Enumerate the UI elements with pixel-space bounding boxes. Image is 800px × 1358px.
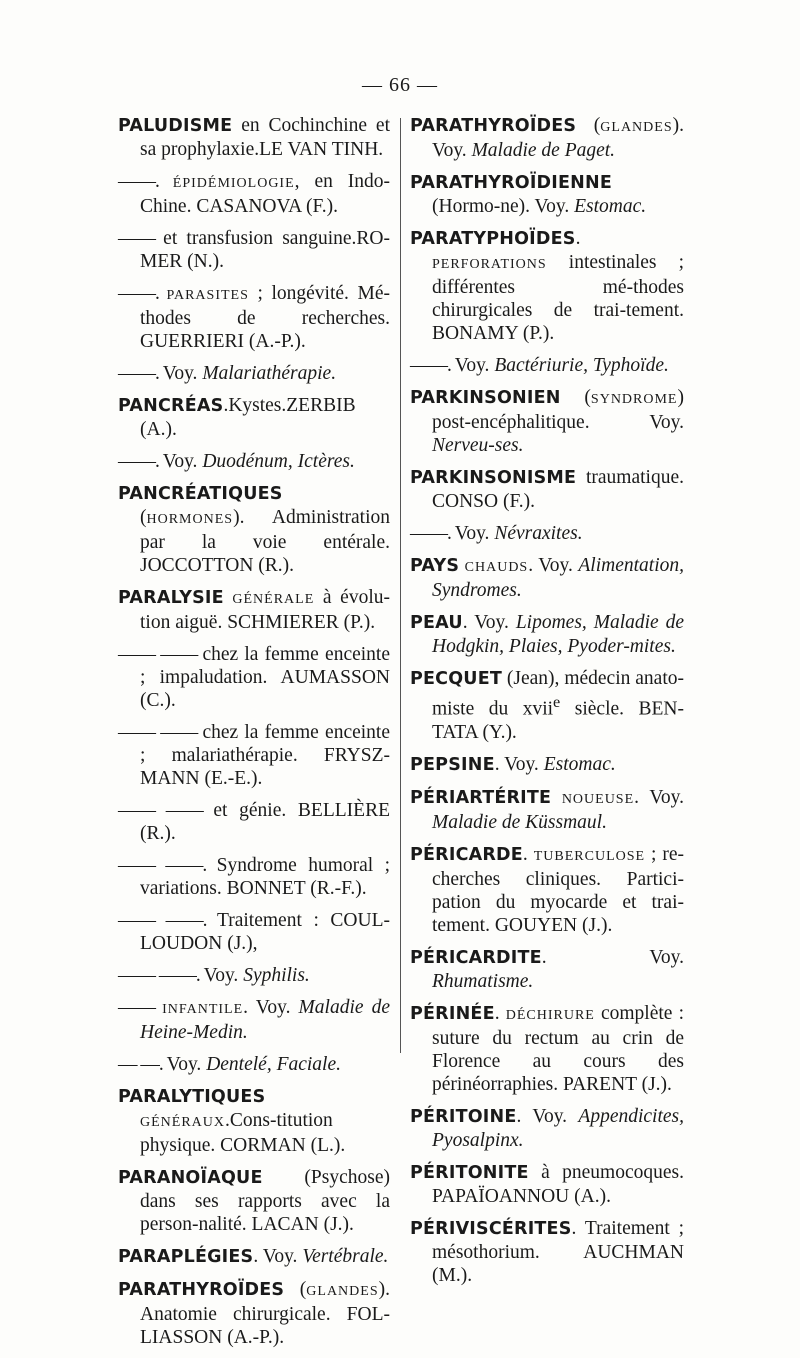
entry-dash: ——. <box>118 171 173 192</box>
entry-text: en Cochinchine et sa prophylaxie.LE VAN TINH. <box>140 115 390 160</box>
entry-text: . <box>575 228 581 249</box>
entry-dash: —— <box>118 228 164 249</box>
entry-dash: ——. <box>118 451 163 472</box>
entry-crossref: Estomac. <box>543 753 616 775</box>
entry-headword: PEAU <box>410 613 463 633</box>
entry-smallcaps: TUBERCULOSE <box>533 848 646 864</box>
entry-text: . Voy. <box>541 946 684 968</box>
entry-text: . Voy. <box>494 753 544 775</box>
index-entry <box>118 721 390 790</box>
entry-headword: PANCRÉAS <box>118 396 224 416</box>
entry-text: ( <box>140 507 147 528</box>
entry-headword: PARKINSONIEN <box>410 388 561 408</box>
entry-dash: — —. <box>118 1054 167 1075</box>
entry-headword: PARATHYROÏDES <box>410 116 577 136</box>
index-entry <box>118 1053 390 1076</box>
column-divider <box>400 118 401 1053</box>
entry-crossref: Duodénum, Ictères. <box>202 451 355 472</box>
entry-dash: —— —— <box>118 800 214 821</box>
entry-text: (Hormo-ne). Voy. <box>432 196 575 217</box>
entry-smallcaps: CHAUDS <box>464 560 529 575</box>
index-entry <box>118 964 390 987</box>
index-entry <box>118 1085 390 1157</box>
entry-text: Voy. <box>454 355 495 376</box>
entry-text: Voy. <box>162 363 203 384</box>
entry-smallcaps: INFANTILE <box>162 1002 244 1017</box>
entry-text: . Voy. <box>528 555 579 576</box>
entry-dash: —— —— <box>118 644 203 665</box>
entry-crossref: Névraxites. <box>494 523 583 544</box>
entry-text: Voy. <box>162 451 203 472</box>
entry-text: Voy. <box>203 965 244 986</box>
index-entry <box>410 554 684 602</box>
entry-crossref: Vertébrale. <box>302 1246 389 1267</box>
entry-crossref: Syphilis. <box>243 965 310 986</box>
entry-crossref: Lipomes, Maladie de Hodgkin, Plaies, Pyoder-mites. <box>432 612 685 657</box>
page-number: — 66 — <box>362 74 438 96</box>
entry-text: . <box>494 1002 506 1024</box>
entry-smallcaps: PERFORATIONS <box>432 257 547 272</box>
entry-headword: PÉRICARDITE <box>410 947 542 968</box>
entry-text: ( <box>560 387 591 408</box>
entry-smallcaps: GLANDES <box>306 1284 379 1299</box>
index-entry <box>118 282 390 353</box>
index-entry <box>410 1105 684 1152</box>
index-entry <box>410 1002 684 1096</box>
index-entry <box>410 114 684 162</box>
entry-text: chez la femme enceinte ; impaludation. AUMASSON (C.). <box>140 644 391 711</box>
entry-headword: PANCRÉATIQUES <box>118 484 283 504</box>
entry-superscript: e <box>553 693 561 711</box>
index-entry <box>118 482 390 577</box>
entry-text: Syndrome humoral ; variations. BONNET (R.-F.). <box>140 855 390 899</box>
entry-headword: PALUDISME <box>118 116 233 136</box>
entry-smallcaps: SYNDROME <box>590 392 678 407</box>
entry-dash: —— ——. <box>118 965 204 986</box>
entry-crossref: Rhumatisme. <box>432 970 534 992</box>
entry-text: complète : suture du rectum au crin de Florence au cours des périnéorraphies. PARENT (J.). <box>432 1002 684 1095</box>
index-entry <box>410 386 684 457</box>
index-entry <box>118 586 390 634</box>
index-entry <box>118 909 390 955</box>
entry-text: ). Anatomie chirurgicale. FOL-LIASSON (A.-P.). <box>140 1279 390 1348</box>
entry-text: chez la femme enceinte ; malariathérapie. FRYSZ-MANN (E.-E.). <box>140 722 391 789</box>
index-entry <box>118 996 390 1044</box>
entry-text: ( <box>576 115 601 136</box>
entry-crossref: Nerveu-ses. <box>432 435 524 456</box>
entry-text: ). Administration par la voie entérale. JOCCOTTON (R.). <box>140 507 390 576</box>
entry-headword: PARATHYROÏDES <box>118 1280 285 1300</box>
entry-text: ( <box>284 1279 307 1300</box>
entry-headword: PARANOÏAQUE <box>118 1168 263 1188</box>
entry-text: intestinales ; différentes mé-thodes chirurgicales de trai-tement. BONAMY (P.). <box>432 252 684 344</box>
entry-text: ) post-encéphalitique. Voy. <box>432 387 684 433</box>
entry-text: . <box>522 843 534 865</box>
index-entry <box>118 854 390 900</box>
entry-smallcaps: PARASITES <box>166 288 249 303</box>
entry-dash: ——. <box>118 283 167 304</box>
entry-crossref: Appendicites, Pyosalpinx. <box>432 1105 684 1151</box>
entry-text: Traitement : COUL-LOUDON (J.), <box>140 910 390 954</box>
entry-crossref: Maladie de Küssmaul. <box>432 811 607 833</box>
entry-text: . Voy. <box>516 1105 579 1127</box>
entry-headword: PARATYPHOÏDES <box>410 229 576 249</box>
entry-smallcaps: HORMONES <box>146 512 234 527</box>
index-entry <box>410 611 684 658</box>
index-entry <box>410 1217 684 1287</box>
entry-text <box>551 787 562 808</box>
entry-smallcaps: GÉNÉRALE <box>232 592 315 607</box>
entry-text: .Cons-titution physique. CORMAN (L.). <box>140 1110 346 1156</box>
entry-headword: PÉRICARDE <box>410 844 523 865</box>
index-entry <box>118 1166 390 1236</box>
index-entry <box>118 799 390 845</box>
entry-text: (Psychose) dans ses rapports avec la person-nalité. LACAN (J.). <box>140 1167 390 1235</box>
entry-text: . Traitement ; mésothorium. AUCHMAN (M.). <box>432 1217 684 1286</box>
entry-text: traumatique. CONSO (F.). <box>432 467 684 512</box>
entry-crossref: Dentelé, Faciale. <box>206 1054 342 1075</box>
entry-crossref: Estomac. <box>574 196 647 217</box>
entry-dash: ——. <box>118 363 163 384</box>
entry-dash: —— ——. <box>118 910 218 931</box>
right-column <box>410 114 684 1296</box>
entry-text: . Voy. <box>634 786 684 808</box>
entry-crossref: Maladie de Paget. <box>471 140 616 161</box>
entry-smallcaps: ÉPIDÉMIOLOGIE <box>172 176 295 191</box>
index-entry <box>118 1245 390 1269</box>
entry-dash: ——. <box>410 355 455 376</box>
index-entry <box>410 667 684 744</box>
index-entry <box>118 114 390 161</box>
entry-dash: —— <box>118 997 163 1018</box>
index-entry <box>118 394 390 441</box>
entry-headword: PEPSINE <box>410 754 495 775</box>
entry-headword: PARALYTIQUES <box>118 1087 266 1107</box>
index-entry <box>410 753 684 777</box>
entry-headword: PÉRIVISCÉRITES <box>410 1218 572 1239</box>
index-entry <box>410 171 684 218</box>
entry-headword: PARAPLÉGIES <box>118 1247 254 1267</box>
entry-text: Voy. <box>166 1054 207 1075</box>
index-entry <box>410 466 684 513</box>
entry-crossref: Maladie de Heine-Medin. <box>140 997 391 1043</box>
entry-smallcaps: DÉCHIRURE <box>505 1007 595 1023</box>
entry-text: . Voy. <box>462 612 516 633</box>
entry-headword: PECQUET <box>410 669 503 689</box>
index-entry <box>410 946 684 993</box>
index-entry <box>118 170 390 218</box>
entry-text: à évolu-tion aiguë. SCHMIERER (P.). <box>140 587 390 633</box>
entry-headword: PÉRIARTÉRITE <box>410 787 552 808</box>
index-entry <box>410 522 684 545</box>
entry-dash: ——. <box>410 523 455 544</box>
entry-text: , en Indo-Chine. CASANOVA (F.). <box>140 171 390 217</box>
entry-text: (Jean), médecin anato-miste du xvii <box>432 668 684 720</box>
entry-crossref: Malariathérapie. <box>202 363 337 384</box>
index-entry <box>410 227 684 345</box>
entry-headword: PARKINSONISME <box>410 468 577 488</box>
entry-text: ). Voy. <box>432 115 684 161</box>
entry-dash: —— —— <box>118 722 203 743</box>
index-entry <box>118 227 390 273</box>
index-entry <box>118 362 390 385</box>
entry-text: ; re-cherches cliniques. Partici-pation du myocarde et trai-tement. GOUYEN (J.). <box>432 843 685 936</box>
entry-text: et génie. BELLIÈRE (R.). <box>140 800 390 844</box>
entry-headword: PÉRITOINE <box>410 1106 517 1127</box>
entry-text: . Voy. <box>253 1246 303 1267</box>
entry-dash: —— ——. <box>118 855 217 876</box>
entry-headword: PAYS <box>410 556 460 576</box>
entry-headword: PÉRINÉE <box>410 1003 495 1024</box>
index-entry <box>118 450 390 473</box>
left-column <box>118 114 390 1358</box>
entry-headword: PARALYSIE <box>118 588 224 608</box>
entry-smallcaps: GÉNÉRAUX <box>140 1115 225 1130</box>
entry-text: .Kystes.ZERBIB (A.). <box>140 395 356 440</box>
index-entry <box>410 354 684 377</box>
entry-smallcaps: GLANDES <box>600 120 673 135</box>
entry-crossref: Bactériurie, Typhoïde. <box>494 355 669 376</box>
entry-crossref: Alimentation, Syndromes. <box>432 555 685 601</box>
entry-text: Voy. <box>454 523 495 544</box>
entry-text: ; longévité. Mé-thodes de recherches. GUERRIERI (A.-P.). <box>140 283 390 352</box>
entry-headword: PARATHYROÏDIENNE <box>410 173 612 193</box>
index-entry <box>410 786 684 834</box>
index-entry <box>118 643 390 712</box>
index-entry <box>410 1161 684 1208</box>
entry-smallcaps: NOUEUSE <box>561 791 635 807</box>
index-entry <box>118 1278 390 1349</box>
entry-text: à pneumocoques. PAPAÏOANNOU (A.). <box>432 1161 684 1207</box>
index-entry <box>410 843 684 937</box>
entry-text: . Voy. <box>243 997 299 1018</box>
entry-headword: PÉRITONITE <box>410 1162 529 1183</box>
entry-text: siècle. BEN-TATA (Y.). <box>432 698 684 743</box>
entry-text: et transfusion sanguine.RO-MER (N.). <box>140 228 390 272</box>
